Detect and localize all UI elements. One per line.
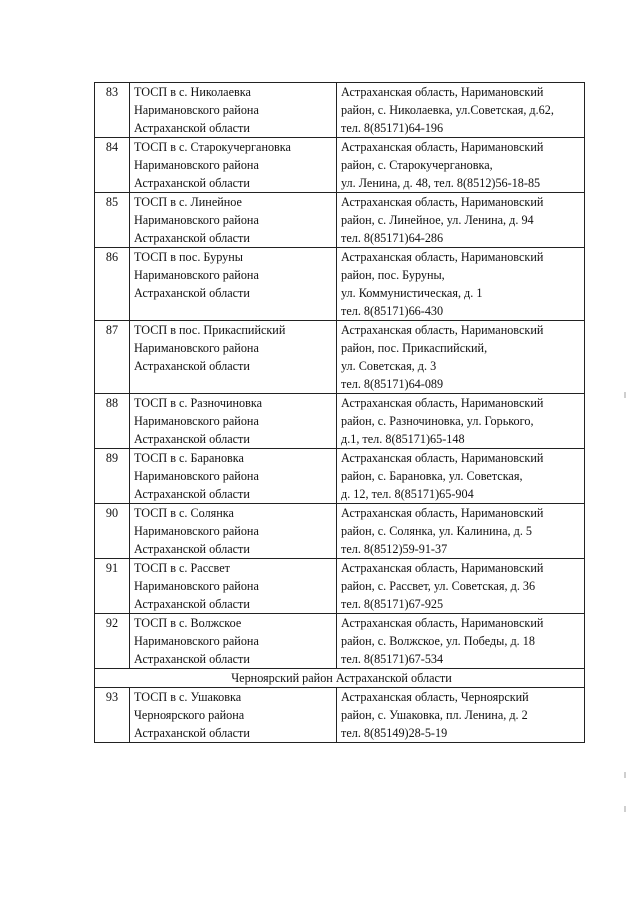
table-row — [95, 248, 585, 321]
office-name-line: Наримановского района — [134, 524, 259, 538]
office-address-line: район, с. Ушаковка, пл. Ленина, д. 2 — [341, 708, 528, 722]
row-number: 84 — [95, 138, 130, 193]
office-name-line: Астраханской области — [134, 726, 250, 740]
office-name-cell — [130, 394, 337, 449]
office-address-line: тел. 8(85171)64-286 — [341, 231, 444, 245]
office-name-line: ТОСП в с. Разночиновка — [134, 396, 262, 410]
office-address-cell — [337, 321, 585, 394]
office-address-line: тел. 8(85171)67-925 — [341, 597, 444, 611]
office-name-cell — [130, 504, 337, 559]
office-address-line: тел. 8(85149)28-5-19 — [341, 726, 448, 740]
office-name-line: Астраханской области — [134, 176, 250, 190]
office-address-line: ул. Ленина, д. 48, тел. 8(8512)56-18-85 — [341, 176, 541, 190]
office-address-cell — [337, 688, 585, 743]
row-number: 92 — [95, 614, 130, 669]
office-address-line: Астраханская область, Наримановский — [341, 140, 544, 154]
office-name-line: ТОСП в с. Солянка — [134, 506, 234, 520]
office-address-line: Астраханская область, Наримановский — [341, 396, 544, 410]
office-name-line: Наримановского района — [134, 634, 259, 648]
office-address-cell — [337, 83, 585, 138]
office-address-line: Астраханская область, Наримановский — [341, 616, 544, 630]
office-address-line: район, с. Старокучергановка, — [341, 158, 493, 172]
office-name-line: Наримановского района — [134, 414, 259, 428]
office-name-cell — [130, 449, 337, 504]
office-name-line: ТОСП в с. Старокучергановка — [134, 140, 291, 154]
office-address-line: район, с. Линейное, ул. Ленина, д. 94 — [341, 213, 534, 227]
office-name-line: Наримановского района — [134, 268, 259, 282]
table-row — [95, 321, 585, 394]
office-name-cell — [130, 248, 337, 321]
office-address-line: район, с. Волжское, ул. Победы, д. 18 — [341, 634, 535, 648]
row-number: 90 — [95, 504, 130, 559]
office-address-line: район, пос. Прикаспийский, — [341, 341, 488, 355]
table-row — [95, 614, 585, 669]
office-name-cell — [130, 688, 337, 743]
office-name-line: Астраханской области — [134, 542, 250, 556]
office-name-line: ТОСП в с. Волжское — [134, 616, 242, 630]
office-name-line: Астраханской области — [134, 231, 250, 245]
office-address-cell — [337, 559, 585, 614]
office-name-cell — [130, 193, 337, 248]
office-name-line: Черноярского района — [134, 708, 245, 722]
row-number: 91 — [95, 559, 130, 614]
office-name-line: ТОСП в с. Ушаковка — [134, 690, 242, 704]
office-name-line: Наримановского района — [134, 579, 259, 593]
table-row — [95, 394, 585, 449]
office-name-line: ТОСП в с. Линейное — [134, 195, 242, 209]
office-address-cell — [337, 449, 585, 504]
office-name-line: ТОСП в с. Барановка — [134, 451, 244, 465]
office-address-cell — [337, 394, 585, 449]
office-name-line: ТОСП в пос. Буруны — [134, 250, 243, 264]
office-name-line: Наримановского района — [134, 103, 259, 117]
office-address-cell — [337, 248, 585, 321]
office-name-line: Астраханской области — [134, 652, 250, 666]
office-address-line: Астраханская область, Наримановский — [341, 561, 544, 575]
scan-speck — [624, 772, 626, 778]
office-address-line: тел. 8(85171)64-196 — [341, 121, 444, 135]
office-address-line: Астраханская область, Наримановский — [341, 506, 544, 520]
office-address-line: Астраханская область, Наримановский — [341, 195, 544, 209]
office-name-line: Астраханской области — [134, 487, 250, 501]
office-name-line: Наримановского района — [134, 469, 259, 483]
table-row — [95, 688, 585, 743]
office-name-cell — [130, 83, 337, 138]
row-number: 89 — [95, 449, 130, 504]
registry-table-body — [95, 83, 585, 743]
table-row — [95, 559, 585, 614]
office-name-line: Астраханской области — [134, 121, 250, 135]
office-name-line: Наримановского района — [134, 341, 259, 355]
office-name-line: Наримановского района — [134, 158, 259, 172]
office-address-line: д.1, тел. 8(85171)65-148 — [341, 432, 465, 446]
office-address-line: Астраханская область, Наримановский — [341, 250, 544, 264]
office-name-cell — [130, 614, 337, 669]
row-number: 83 — [95, 83, 130, 138]
row-number: 86 — [95, 248, 130, 321]
office-address-line: тел. 8(8512)59-91-37 — [341, 542, 448, 556]
office-address-line: район, с. Рассвет, ул. Советская, д. 36 — [341, 579, 536, 593]
office-address-line: тел. 8(85171)64-089 — [341, 377, 444, 391]
row-number: 88 — [95, 394, 130, 449]
section-heading-row — [95, 669, 585, 688]
office-address-line: район, с. Разночиновка, ул. Горького, — [341, 414, 534, 428]
office-address-line: д. 12, тел. 8(85171)65-904 — [341, 487, 474, 501]
office-name-line: Астраханской области — [134, 286, 250, 300]
office-address-line: район, с. Барановка, ул. Советская, — [341, 469, 523, 483]
office-address-line: ул. Коммунистическая, д. 1 — [341, 286, 483, 300]
office-address-line: район, пос. Буруны, — [341, 268, 445, 282]
table-row — [95, 449, 585, 504]
office-address-line: район, с. Николаевка, ул.Советская, д.62, — [341, 103, 554, 117]
office-address-line: ул. Советская, д. 3 — [341, 359, 437, 373]
office-name-cell — [130, 321, 337, 394]
office-address-line: район, с. Солянка, ул. Калинина, д. 5 — [341, 524, 533, 538]
row-number: 87 — [95, 321, 130, 394]
office-name-line: ТОСП в с. Николаевка — [134, 85, 251, 99]
office-name-cell — [130, 559, 337, 614]
office-name-line: Астраханской области — [134, 597, 250, 611]
table-row — [95, 504, 585, 559]
office-address-line: Астраханская область, Черноярский — [341, 690, 529, 704]
office-name-cell — [130, 138, 337, 193]
office-address-line: Астраханская область, Наримановский — [341, 451, 544, 465]
office-name-line: ТОСП в пос. Прикаспийский — [134, 323, 286, 337]
row-number: 85 — [95, 193, 130, 248]
office-address-line: Астраханская область, Наримановский — [341, 323, 544, 337]
office-address-line: тел. 8(85171)67-534 — [341, 652, 444, 666]
row-number: 93 — [95, 688, 130, 743]
office-address-cell — [337, 193, 585, 248]
table-row — [95, 83, 585, 138]
office-name-line: ТОСП в с. Рассвет — [134, 561, 230, 575]
table-row — [95, 138, 585, 193]
office-name-line: Астраханской области — [134, 432, 250, 446]
scan-speck — [624, 392, 626, 398]
office-address-cell — [337, 614, 585, 669]
office-address-line: тел. 8(85171)66-430 — [341, 304, 444, 318]
office-name-line: Астраханской области — [134, 359, 250, 373]
office-name-line: Наримановского района — [134, 213, 259, 227]
office-address-cell — [337, 504, 585, 559]
office-address-line: Астраханская область, Наримановский — [341, 85, 544, 99]
table-row — [95, 193, 585, 248]
registry-table — [94, 82, 585, 743]
section-heading: Черноярский район Астраханской области — [95, 669, 585, 688]
scan-speck — [624, 806, 626, 812]
office-address-cell — [337, 138, 585, 193]
